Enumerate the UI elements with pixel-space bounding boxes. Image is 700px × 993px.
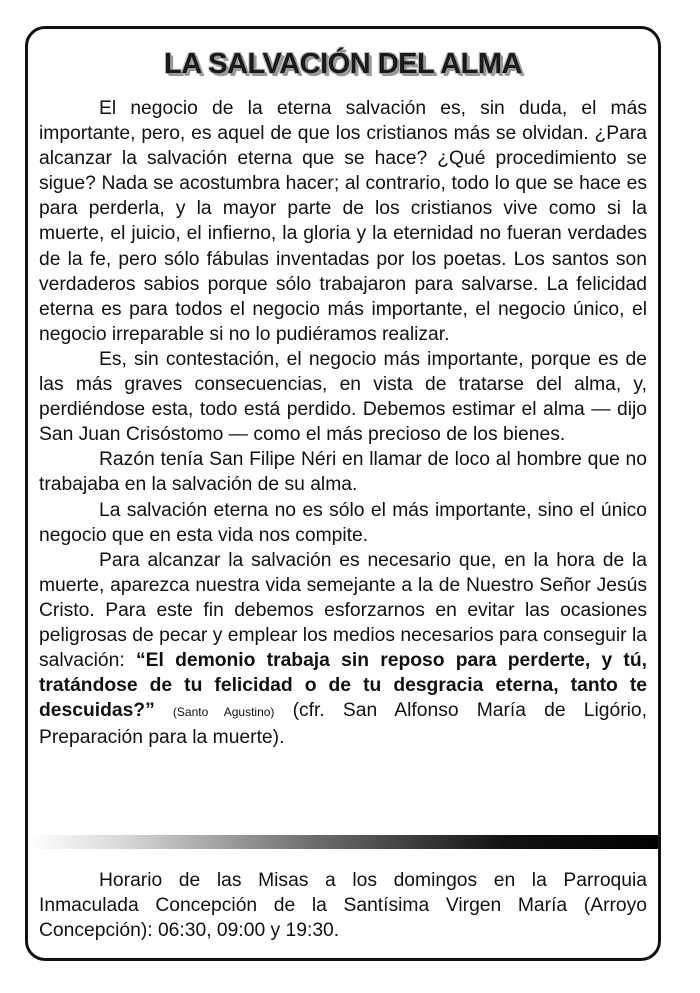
paragraph-4: La salvación eterna no es sólo el más importante, sino el único negocio que en esta vida nos compite. — [39, 499, 647, 546]
quote-text: “El demonio trabaja sin reposo para perderte, y tú, tratándose de tu felicidad o de tu desgracia eterna, tanto te descuidas?” — [39, 650, 647, 722]
paragraph-3: Razón tenía San Filipe Néri en llamar de loco al hombre que no trabajaba en la salvación de su alma. — [39, 449, 647, 496]
paragraph-2: Es, sin contestación, el negocio más importante, porque es de las más graves consecuencias, en vista de tratarse del alma, y, perdiéndose esta, todo está perdido. Debemos estimar el alma — dijo San Juan Crisóstomo — como el más precioso de los bienes. — [39, 348, 647, 446]
bulletin-page — [25, 26, 661, 961]
article-body — [39, 96, 647, 750]
paragraph-5-intro: Para alcanzar la salvación es necesario que, en la hora de la muerte, aparezca nuestra vida semejante a la de Nuestro Señor Jesús Cristo. Para este fin debemos esforzarnos en evitar las ocasiones peligrosas de pecar y emplear los medios necesarios para conseguir la salvación: — [39, 549, 647, 672]
paragraph-5 — [39, 548, 647, 751]
citation-text: (cfr. San Alfonso María de Ligório, Preparación para la muerte). — [39, 700, 647, 749]
paragraph-1: El negocio de la eterna salvación es, sin duda, el más importante, pero, es aquel de que los cristianos más se olvidan. ¿Para alcanzar la salvación eterna que se hace? ¿Qué procedimiento se sigue? Nada se acostumbra hacer; al contrario, todo lo que se hace es para perderla, y la mayor parte de los cristianos vive como si la muerte, el juicio, el infierno, la gloria y la eternidad no fueran verdades de la fe, pero sólo fábulas inventadas por los poetas. Los santos son verdaderos sabios porque sólo trabajaron para salvarse. La felicidad eterna es para todos el negocio más importante, el negocio único, el negocio irreparable si no lo pudiéramos realizar. — [39, 98, 647, 345]
mass-schedule — [39, 868, 647, 943]
schedule-text: Horario de las Misas a los domingos en la Parroquia Inmaculada Concepción de la Santísima Virgen María (Arroyo Concepción): 06:30, 09:00 y 19:30. — [39, 870, 647, 942]
page-title: LA SALVACIÓN DEL ALMA — [164, 48, 522, 80]
divider-bar — [28, 835, 658, 849]
quote-attribution: (Santo Agustino) — [172, 705, 275, 720]
